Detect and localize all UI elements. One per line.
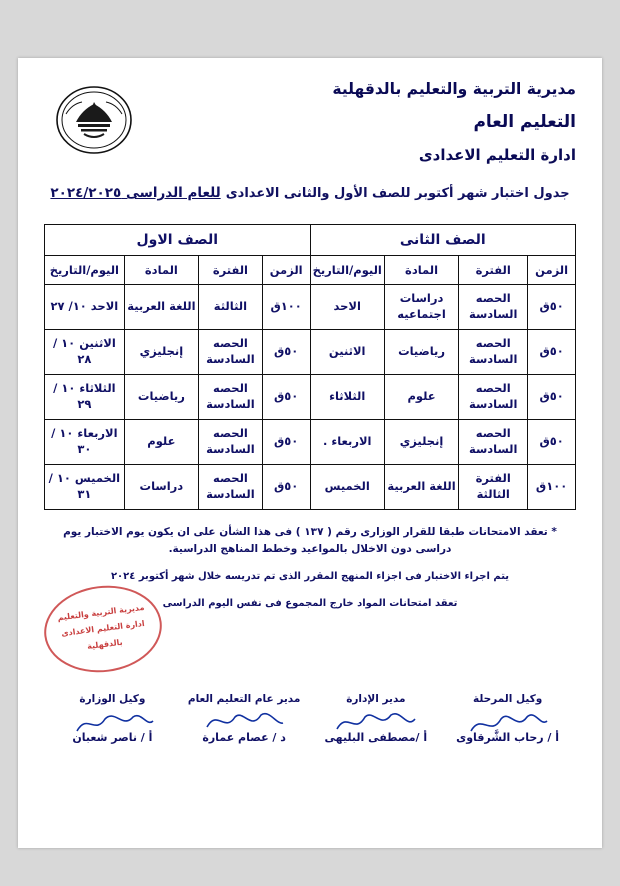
cell-second-day: الخميس (310, 465, 384, 510)
general-education-line: التعليم العام (473, 112, 576, 132)
note-ministerial-decree: * تعقد الامتحانات طبقا للقرار الوزارى رقم ( ١٣٧ ) فى هذا الشأن على ان يكون يوم الاختبار يوم دراسى دون الاخلال بالمواعيد وخطط المناهج الدراسية. (63, 526, 557, 555)
cell-first-period: الحصه السادسة (199, 420, 263, 465)
signature-name: أ /مصطفى البليهى (324, 731, 428, 744)
signature-name: أ / ناصر شعبان (72, 731, 153, 744)
cell-first-period: الحصه السادسة (199, 465, 263, 510)
cell-second-day: الثلاثاء (310, 375, 384, 420)
cell-second-time: ٥٠ق (528, 420, 576, 465)
table-row (45, 375, 576, 420)
table-row (45, 285, 576, 330)
cell-second-day: الاحد (310, 285, 384, 330)
cell-first-subject: إنجليزي (124, 330, 198, 375)
exam-schedule-table (44, 224, 576, 510)
cell-second-day: الاثنين (310, 330, 384, 375)
col-second-day: اليوم/التاريخ (310, 256, 384, 285)
cell-first-day: الثلاثاء ١٠ / ٢٩ (45, 375, 125, 420)
document-sheet (26, 66, 594, 840)
cell-first-time: ٥٠ق (262, 465, 310, 510)
col-second-time: الزمن (528, 256, 576, 285)
cell-second-time: ١٠٠ق (528, 465, 576, 510)
stamp-line-2: ادارة التعليم الاعدادى (60, 618, 146, 639)
signature-name: أ / رحاب الشَّرقاوى (456, 731, 560, 744)
stamp-line-1: مديرية التربية والتعليم (57, 602, 145, 623)
cell-second-period: الحصه السادسة (459, 420, 528, 465)
column-header-row (45, 256, 576, 285)
cell-second-day: الاربعاء . (310, 420, 384, 465)
signature-block-general-director (182, 693, 307, 744)
cell-first-subject: علوم (124, 420, 198, 465)
cell-first-time: ٥٠ق (262, 420, 310, 465)
cell-first-period: الثالثة (199, 285, 263, 330)
grade-first-header: الصف الاول (45, 225, 311, 256)
document-title (26, 182, 594, 220)
directorate-line: مديرية التربية والتعليم بالدقهلية (332, 80, 576, 98)
cell-second-subject: رياضيات (384, 330, 458, 375)
col-second-subject: المادة (384, 256, 458, 285)
grade-header-row (45, 225, 576, 256)
cell-first-time: ٥٠ق (262, 375, 310, 420)
note-curriculum-scope: يتم اجراء الاختبار فى اجزاء المنهج المقرر الذى تم تدريسه خلال شهر أكتوبر ٢٠٢٤ (110, 570, 510, 582)
cell-second-time: ٥٠ق (528, 375, 576, 420)
signature-block-admin-director (313, 693, 438, 744)
grade-second-header: الصف الثانى (310, 225, 575, 256)
cell-second-time: ٥٠ق (528, 285, 576, 330)
col-first-day: اليوم/التاريخ (45, 256, 125, 285)
official-stamp (39, 579, 167, 679)
exam-schedule-table-wrapper (44, 224, 576, 510)
title-year: للعام الدراسى ٢٠٢٤/٢٠٢٥ (50, 185, 221, 201)
cell-first-day: الاحد ١٠/ ٢٧ (45, 285, 125, 330)
signature-role: وكيل الوزارة (79, 693, 146, 705)
cell-second-period: الحصه السادسة (459, 285, 528, 330)
cell-second-period: الحصه السادسة (459, 330, 528, 375)
cell-first-period: الحصه السادسة (199, 330, 263, 375)
table-row (45, 465, 576, 510)
header-text-block (156, 80, 576, 164)
col-first-time: الزمن (262, 256, 310, 285)
cell-first-subject: اللغة العربية (124, 285, 198, 330)
signature-role: وكيل المرحلة (472, 693, 543, 705)
cell-second-period: الفترة الثالثة (459, 465, 528, 510)
col-second-period: الفترة (459, 256, 528, 285)
cell-second-subject: اللغة العربية (384, 465, 458, 510)
note-non-graded-subjects: تعقد امتحانات المواد خارج المجموع فى نفس اليوم الدراسى (162, 597, 458, 609)
cell-first-time: ٥٠ق (262, 330, 310, 375)
cell-first-subject: دراسات (124, 465, 198, 510)
cell-first-subject: رياضيات (124, 375, 198, 420)
signature-block-stage-deputy (445, 693, 570, 744)
cell-second-time: ٥٠ق (528, 330, 576, 375)
document-header (26, 66, 594, 176)
cell-second-subject: علوم (384, 375, 458, 420)
signature-role: مدير عام التعليم العام (187, 693, 301, 705)
preparatory-admin-line: ادارة التعليم الاعدادى (418, 146, 576, 164)
cell-first-time: ١٠٠ق (262, 285, 310, 330)
col-first-subject: المادة (124, 256, 198, 285)
signatures-row (26, 693, 594, 744)
col-first-period: الفترة (199, 256, 263, 285)
document-page (18, 58, 602, 848)
table-row (45, 420, 576, 465)
cell-second-subject: دراسات اجتماعيه (384, 285, 458, 330)
title-main: جدول اختبار شهر أكتوبر للصف الأول والثانى الاعدادى (225, 186, 570, 201)
ministry-eagle-emblem-icon (54, 84, 134, 156)
table-row (45, 330, 576, 375)
cell-second-period: الحصه السادسة (459, 375, 528, 420)
signature-block-ministry-deputy (50, 693, 175, 744)
cell-first-day: الخميس ١٠ / ٣١ (45, 465, 125, 510)
signature-role: مدير الإدارة (346, 693, 406, 705)
cell-first-day: الاثنين ١٠ / ٢٨ (45, 330, 125, 375)
cell-first-period: الحصه السادسة (199, 375, 263, 420)
cell-second-subject: إنجليزي (384, 420, 458, 465)
cell-first-day: الاربعاء ١٠ / ٣٠ (45, 420, 125, 465)
signature-name: د / عصام عمارة (202, 731, 286, 744)
stamp-line-3: بالدقهلية (86, 637, 124, 652)
